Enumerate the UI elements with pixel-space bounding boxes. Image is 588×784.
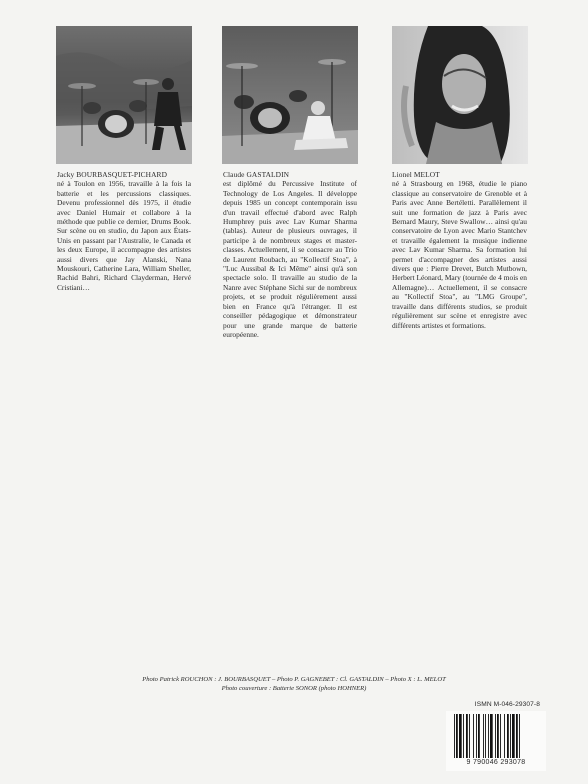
barcode-bar: [476, 714, 477, 758]
bio-text: né à Strasbourg en 1968, étudie le piano classique au conservatoire de Grenoble et à Paris avec Anne Bertéletti. Parallèlement il suit une formation de jazz à Paris avec Bernard Maury, Steve Swallow… ainsi qu'au conservatoire de Lyon avec Mario Stantchev et travaille également la musique indienne avec Lav Kumar Sharma. Sa formation lui permet d'accompagner des artistes aussi divers que : Pierre Drevet, Butch Mutbown, Herbert Léonard, Mary (tournée de 4 mois en Allemagne)… Actuellement, il se consacre au "Kollectif Stoa", au "LMG Groupe", travaille dans différents studios, se produit régulièrement sur scène et enregistre avec différents artistes et formations.: [392, 179, 527, 330]
barcode-bar: [466, 714, 468, 758]
barcode-bar: [504, 714, 505, 758]
barcode-bar: [469, 714, 470, 758]
ismn-number: ISMN M-046-29307-8: [474, 701, 540, 708]
bio-jacky: [57, 170, 191, 292]
barcode-bars: [454, 714, 538, 758]
photo-drummer-jacky: [56, 26, 192, 164]
bio-claude: [223, 170, 357, 339]
barcode-number: 9 790046 293078: [466, 759, 526, 766]
barcode-bar: [456, 714, 458, 758]
barcode-bar: [490, 714, 493, 758]
barcode-bar: [510, 714, 511, 758]
barcode-bar: [478, 714, 480, 758]
barcode-bar: [497, 714, 499, 758]
bio-name: Jacky BOURBASQUET-PICHARD: [57, 170, 168, 179]
barcode-bar: [495, 714, 496, 758]
barcode-bar: [463, 714, 464, 758]
barcode-bar: [500, 714, 501, 758]
barcode-bar: [485, 714, 486, 758]
photo-credits-line: Photo Patrick ROUCHON : J. BOURBASQUET – Photo P. GAGNEBET : Cl. GASTALDIN – Photo X : L. MELOT: [142, 676, 446, 683]
barcode-bar: [483, 714, 484, 758]
drummer-photo-image: [222, 26, 358, 164]
bio-name: Lionel MELOT: [392, 170, 440, 179]
barcode-bar: [454, 714, 455, 758]
barcode-bar: [512, 714, 515, 758]
cover-photo-credit: Photo couverture : Batterie SONOR (photo HOHNER): [221, 685, 367, 693]
photo-drummer-claude: [222, 26, 358, 164]
bio-text: né à Toulon en 1956, travaille à la fois la batterie et les percussions classiques. Devenu professionnel dès 1975, il étudie avec Daniel Humair et collabore à la méthode que publie ce dernier, Drums Book. Sur scène ou en studio, du Japon aux États-Unis en passant par l'Australie, le Canada et les deux Europe, il accompagne des artistes aussi divers que Jay Alanski, Nana Mouskouri, Catherine Lara, William Sheller, Rachid Bahri, Richard Clayderman, Hervé Cristiani…: [57, 179, 191, 292]
bio-name: Claude GASTALDIN: [223, 170, 290, 179]
barcode-bar: [473, 714, 474, 758]
bio-lionel: [392, 170, 527, 330]
barcode-bar: [488, 714, 489, 758]
barcode-bar: [507, 714, 509, 758]
barcode-bar: [459, 714, 462, 758]
photo-portrait-lionel: [392, 26, 528, 164]
drummer-photo-image: [56, 26, 192, 164]
portrait-photo-image: [392, 26, 528, 164]
barcode-bar: [519, 714, 520, 758]
photo-credits: [100, 675, 488, 694]
bio-text: est diplômé du Percussive Institute of Technology de Los Angeles. Il développe depuis 1985 un concept contemporain issu d'un travail effectué d'abord avec Ralph Humphrey puis avec Lav Kumar Sharma (tablas). Auteur de plusieurs ouvrages, il participe à de nombreux stages et master-classes. Actuellement, il se consacre au Trio de Laurent Roubach, au "Kollectif Stoa", à "Luc Aussibal & Ici Même" ainsi qu'à son spectacle solo. Il travaille au studio de la Nanre avec Stéphane Sichi sur de nombreux projets, et se produit régulièrement aussi bien en France qu'à l'étranger. Il est conseiller pédagogique et démonstrateur pour une grande marque de batterie européenne.: [223, 179, 357, 339]
barcode-bar: [516, 714, 518, 758]
barcode: [446, 711, 546, 771]
